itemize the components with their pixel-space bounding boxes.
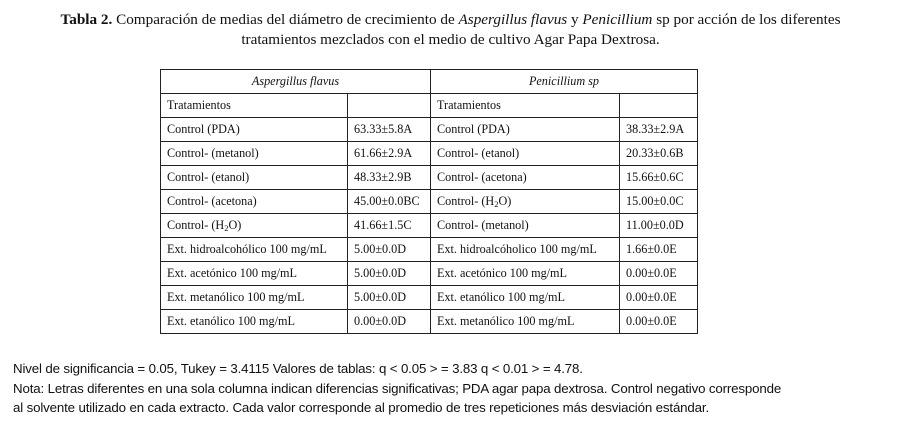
value-b-cell: 11.00±0.0D bbox=[620, 214, 698, 238]
table-row bbox=[161, 190, 698, 214]
treatment-b-cell: Control- $(H_2O)$ bbox=[431, 190, 620, 214]
column-header-value-b bbox=[620, 94, 698, 118]
treatment-a-cell: Ext. hidroalcohólico 100 mg/mL bbox=[161, 238, 348, 262]
treatment-b-cell: Control- (etanol) bbox=[431, 142, 620, 166]
group-header-row bbox=[161, 70, 698, 94]
footnote-note-cont: al solvente utilizado en cada extracto. Cada valor corresponde al promedio de tres repeticiones más desviación estándar. bbox=[13, 400, 710, 415]
treatment-a-cell: Control- (metanol) bbox=[161, 142, 348, 166]
treatment-b-cell: Ext. etanólico 100 mg/mL bbox=[431, 286, 620, 310]
value-b-cell: 15.66±0.6C bbox=[620, 166, 698, 190]
table-row bbox=[161, 166, 698, 190]
value-b-cell: 0.00±0.0E bbox=[620, 310, 698, 334]
value-b-cell: 0.00±0.0E bbox=[620, 286, 698, 310]
treatment-a-cell: Ext. metanólico 100 mg/mL bbox=[161, 286, 348, 310]
treatment-a-cell: Control- (etanol) bbox=[161, 166, 348, 190]
table-caption bbox=[8, 10, 893, 50]
treatment-a-cell: Ext. etanólico 100 mg/mL bbox=[161, 310, 348, 334]
table-row bbox=[161, 238, 698, 262]
table-row bbox=[161, 214, 698, 238]
column-header-treatments-a: Tratamientos bbox=[161, 94, 348, 118]
table-row bbox=[161, 142, 698, 166]
treatment-b-cell: Ext. acetónico 100 mg/mL bbox=[431, 262, 620, 286]
value-a-cell: 5.00±0.0D bbox=[348, 238, 431, 262]
value-b-cell: 20.33±0.6B bbox=[620, 142, 698, 166]
caption-species-a: Aspergillus flavus bbox=[458, 11, 568, 28]
table-row bbox=[161, 262, 698, 286]
value-a-cell: 5.00±0.0D bbox=[348, 286, 431, 310]
table-row bbox=[161, 118, 698, 142]
treatment-b-cell: Ext. metanólico 100 mg/mL bbox=[431, 310, 620, 334]
value-a-cell: 61.66±2.9A bbox=[348, 142, 431, 166]
value-a-cell: 63.33±5.8A bbox=[348, 118, 431, 142]
value-a-cell: 41.66±1.5C bbox=[348, 214, 431, 238]
treatment-a-cell: Control- (acetona) bbox=[161, 190, 348, 214]
caption-text-a: Comparación de medias del diámetro de crecimiento de bbox=[116, 11, 455, 28]
footnote-note: Nota: Letras diferentes en una sola columna indican diferencias significativas; PDA agar papa dextrosa. Control negativo corresponde bbox=[13, 380, 782, 396]
group-header-penicillium: Penicillium sp bbox=[431, 70, 698, 94]
treatment-b-cell: Control- (metanol) bbox=[431, 214, 620, 238]
treatment-b-cell: Control (PDA) bbox=[431, 118, 620, 142]
caption-conj: y bbox=[571, 11, 579, 28]
column-header-value-a bbox=[348, 94, 431, 118]
treatment-b-cell: Ext. hidroalcóholico 100 mg/mL bbox=[431, 238, 620, 262]
table-row bbox=[161, 286, 698, 310]
value-b-cell: 1.66±0.0E bbox=[620, 238, 698, 262]
column-header-row bbox=[161, 94, 698, 118]
value-a-cell: 48.33±2.9B bbox=[348, 166, 431, 190]
value-a-cell: 0.00±0.0D bbox=[348, 310, 431, 334]
value-b-cell: 15.00±0.0C bbox=[620, 190, 698, 214]
caption-text-b: sp por acción de los diferentes bbox=[656, 11, 841, 28]
treatment-a-cell: Ext. acetónico 100 mg/mL bbox=[161, 262, 348, 286]
footnote-significance: Nivel de significancia = 0.05, Tukey = 3.4115 Valores de tablas: q < 0.05 > = 3.83 q < 0.01 > = 4.78. bbox=[13, 361, 583, 376]
group-header-aspergillus: Aspergillus flavus bbox=[161, 70, 431, 94]
value-b-cell: 38.33±2.9A bbox=[620, 118, 698, 142]
caption-line-2: tratamientos mezclados con el medio de cultivo Agar Papa Dextrosa. bbox=[241, 31, 660, 48]
caption-species-b: Penicillium bbox=[582, 11, 653, 28]
caption-line-1 bbox=[8, 10, 893, 30]
table-footnotes bbox=[13, 359, 893, 418]
column-header-treatments-b: Tratamientos bbox=[431, 94, 620, 118]
value-a-cell: 5.00±0.0D bbox=[348, 262, 431, 286]
treatment-a-cell: Control (PDA) bbox=[161, 118, 348, 142]
treatment-a-cell: Control- $(H_2O)$ bbox=[161, 214, 348, 238]
value-b-cell: 0.00±0.0E bbox=[620, 262, 698, 286]
comparison-table bbox=[160, 69, 698, 334]
treatment-b-cell: Control- (acetona) bbox=[431, 166, 620, 190]
value-a-cell: 45.00±0.0BC bbox=[348, 190, 431, 214]
caption-label: Tabla 2. bbox=[60, 11, 113, 28]
table-row bbox=[161, 310, 698, 334]
